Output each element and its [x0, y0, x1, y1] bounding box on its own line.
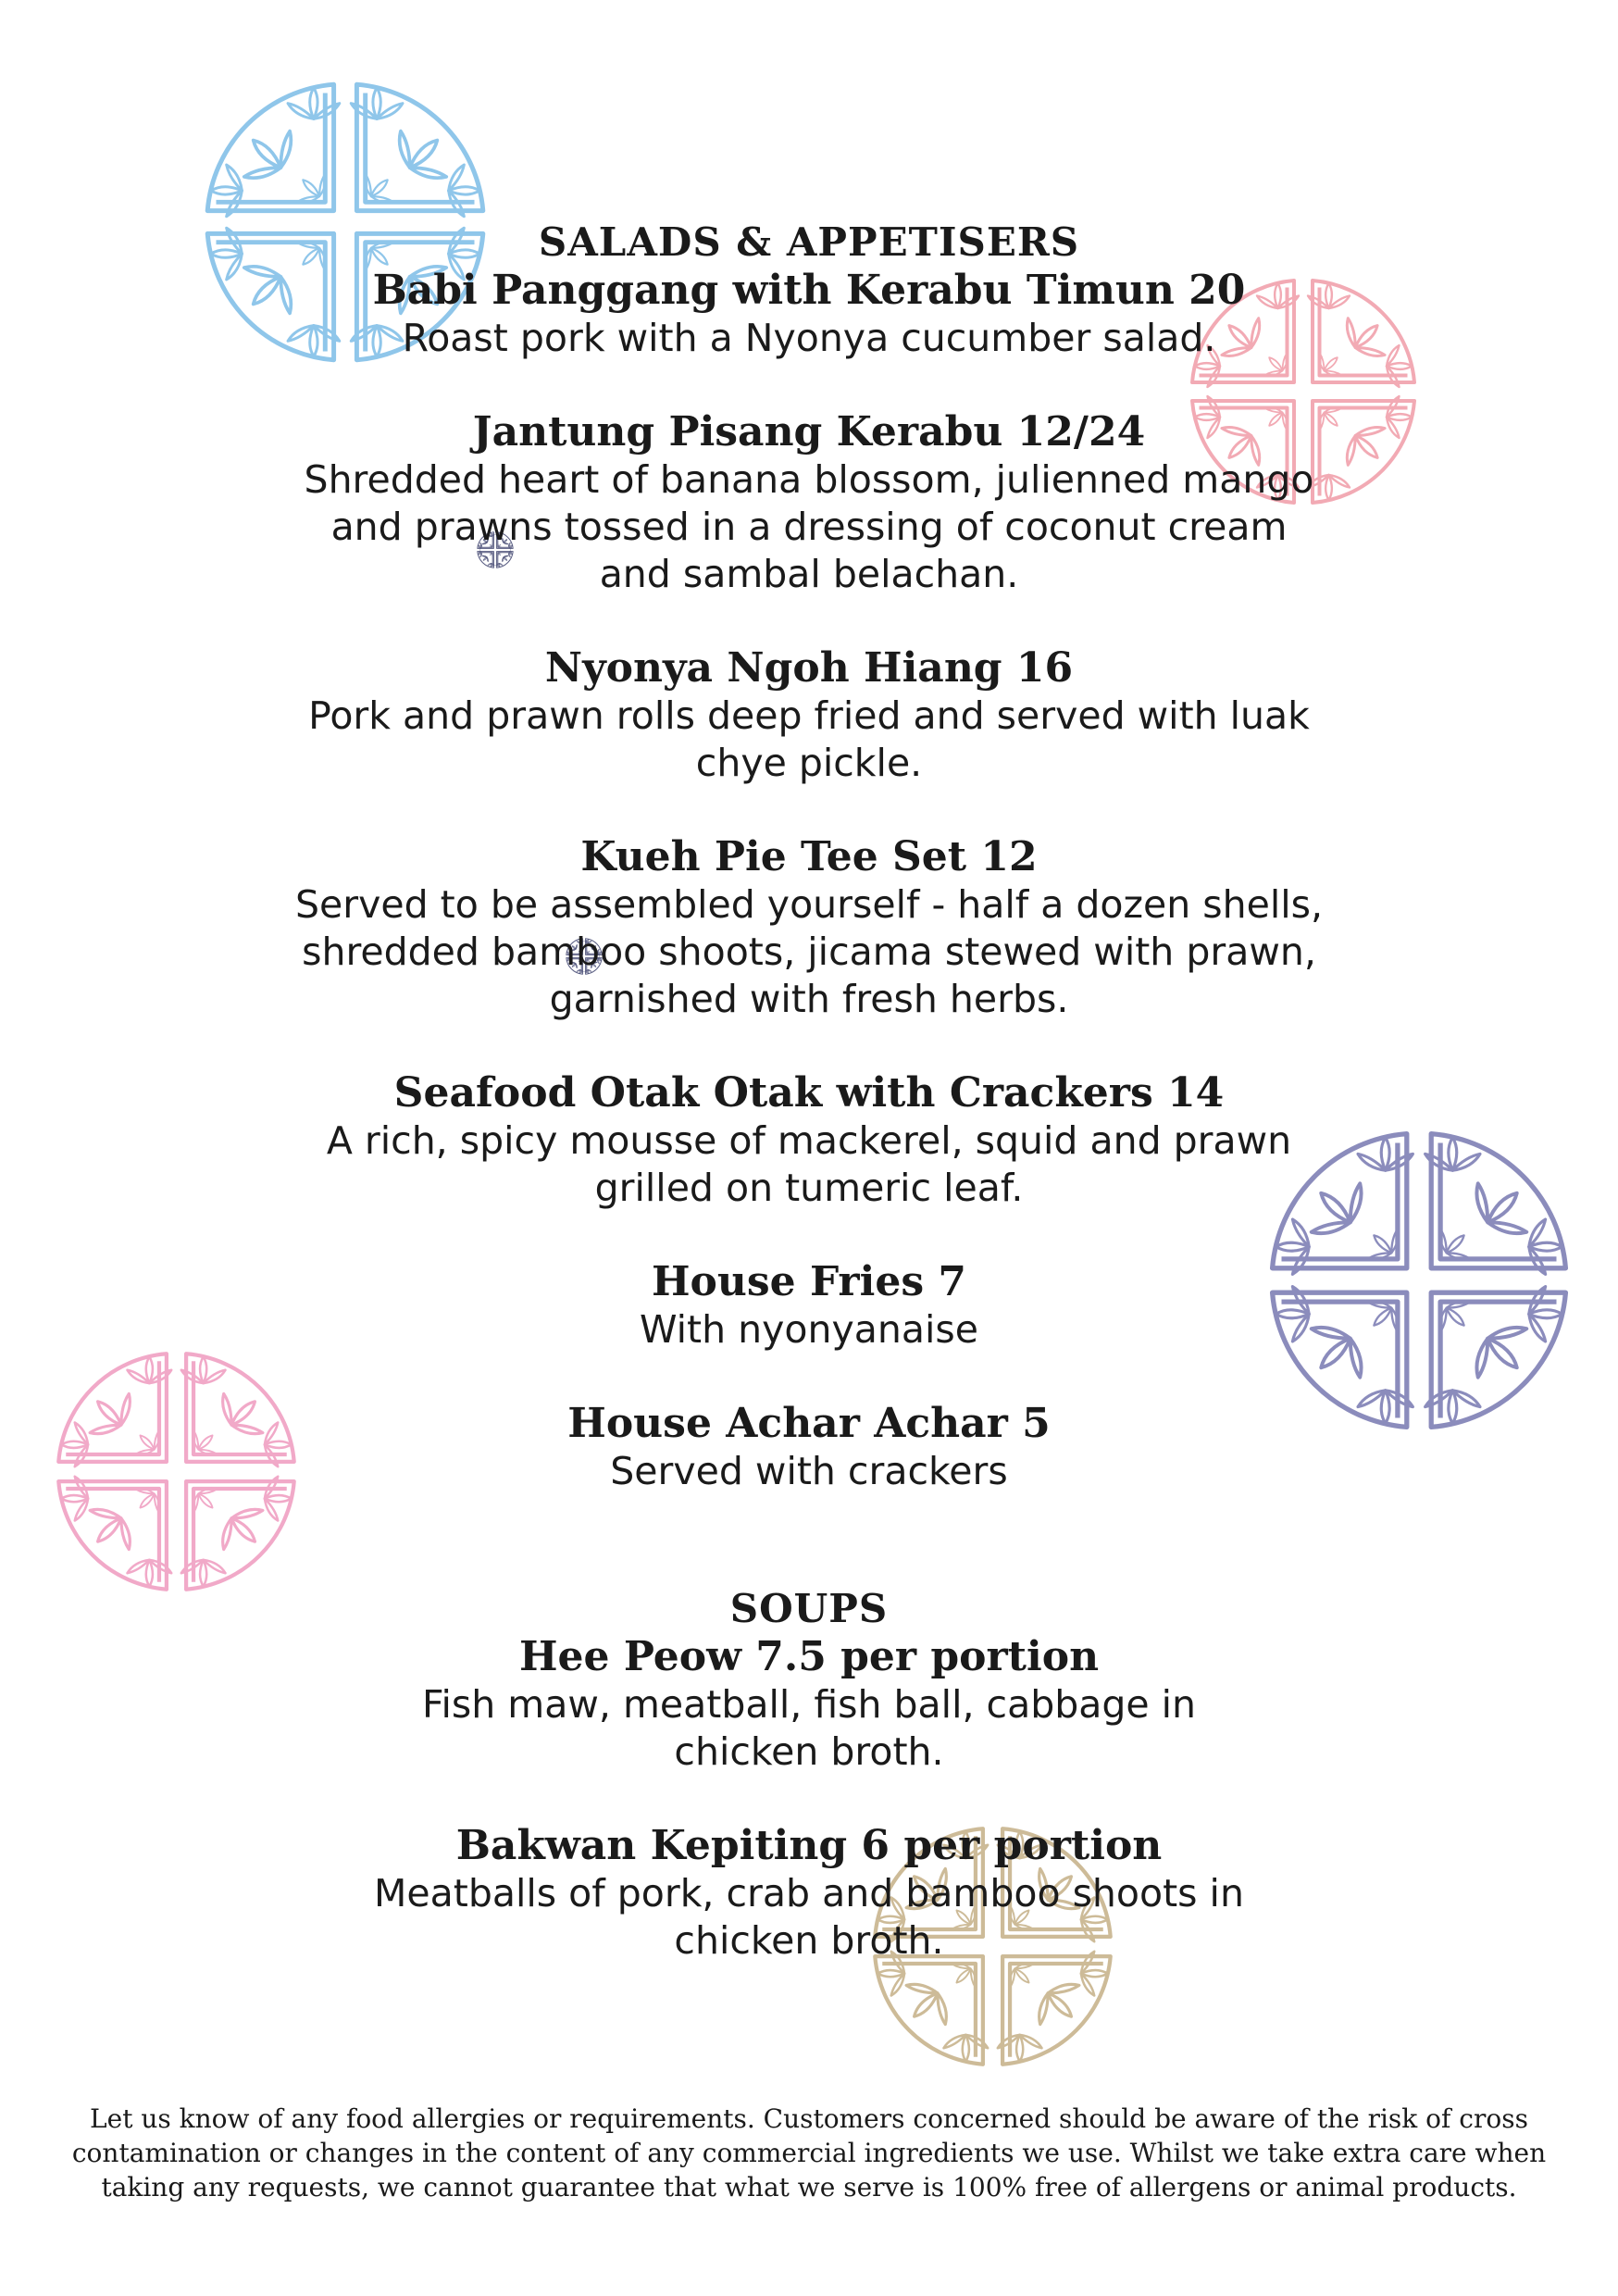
dish-name: Jantung Pisang Kerabu 12/24 [472, 408, 1146, 455]
dish-name: Babi Panggang with Kerabu Timun 20 [372, 267, 1246, 314]
dish-name: Seafood Otak Otak with Crackers 14 [393, 1069, 1225, 1117]
menu-item [278, 1633, 1340, 1776]
dish-name: Bakwan Kepiting 6 per portion [455, 1822, 1163, 1869]
dish-name: Hee Peow 7.5 per portion [518, 1633, 1100, 1680]
dish-description: Pork and prawn rolls deep fried and served with luak chye pickle. [308, 693, 1310, 785]
dish-description: Fish maw, meatball, fish ball, cabbage in chicken broth. [421, 1682, 1197, 1774]
menu-item [278, 408, 1340, 598]
allergen-disclaimer: Let us know of any food allergies or requirements. Customers concerned should be aware of the risk of cross contamination or changes in the content of any commercial ingredients we use. Whilst we take extra care when taking any requests, we cannot guarantee that what we serve is 100% free of allergens or animal products. [71, 2103, 1547, 2202]
dish-name: Kueh Pie Tee Set 12 [580, 833, 1038, 880]
menu-item [278, 644, 1340, 787]
rose-floral-motif-icon [54, 1349, 299, 1594]
menu-item [278, 1400, 1340, 1495]
dish-description: With nyonyanaise [640, 1307, 978, 1352]
dish-description: Shredded heart of banana blossom, julienned mango and prawns tossed in a dressing of coconut cream and sambal belachan. [304, 457, 1314, 596]
menu-item [278, 833, 1340, 1023]
menu-item [278, 267, 1340, 362]
dish-description: Roast pork with a Nyonya cucumber salad. [402, 316, 1216, 360]
menu-item [278, 1258, 1340, 1354]
menu-item [278, 1069, 1340, 1212]
section-title: SALADS & APPETISERS [538, 219, 1080, 265]
dish-name: House Achar Achar 5 [567, 1400, 1051, 1447]
section-title: SOUPS [729, 1586, 889, 1631]
menu-item [278, 1822, 1340, 1965]
dish-description: Served to be assembled yourself - half a dozen shells, shredded bamboo shoots, jicama stewed with prawn, garnished with fresh herbs. [294, 882, 1324, 1021]
dish-description: A rich, spicy mousse of mackerel, squid and prawn grilled on tumeric leaf. [326, 1118, 1292, 1210]
dish-name: Nyonya Ngoh Hiang 16 [544, 644, 1074, 692]
dish-description: Meatballs of pork, crab and bamboo shoots in chicken broth. [374, 1871, 1244, 1963]
section-salads [278, 218, 1340, 1541]
dish-description: Served with crackers [610, 1449, 1008, 1493]
dish-name: House Fries 7 [651, 1258, 967, 1305]
section-soups [278, 1585, 1340, 2011]
